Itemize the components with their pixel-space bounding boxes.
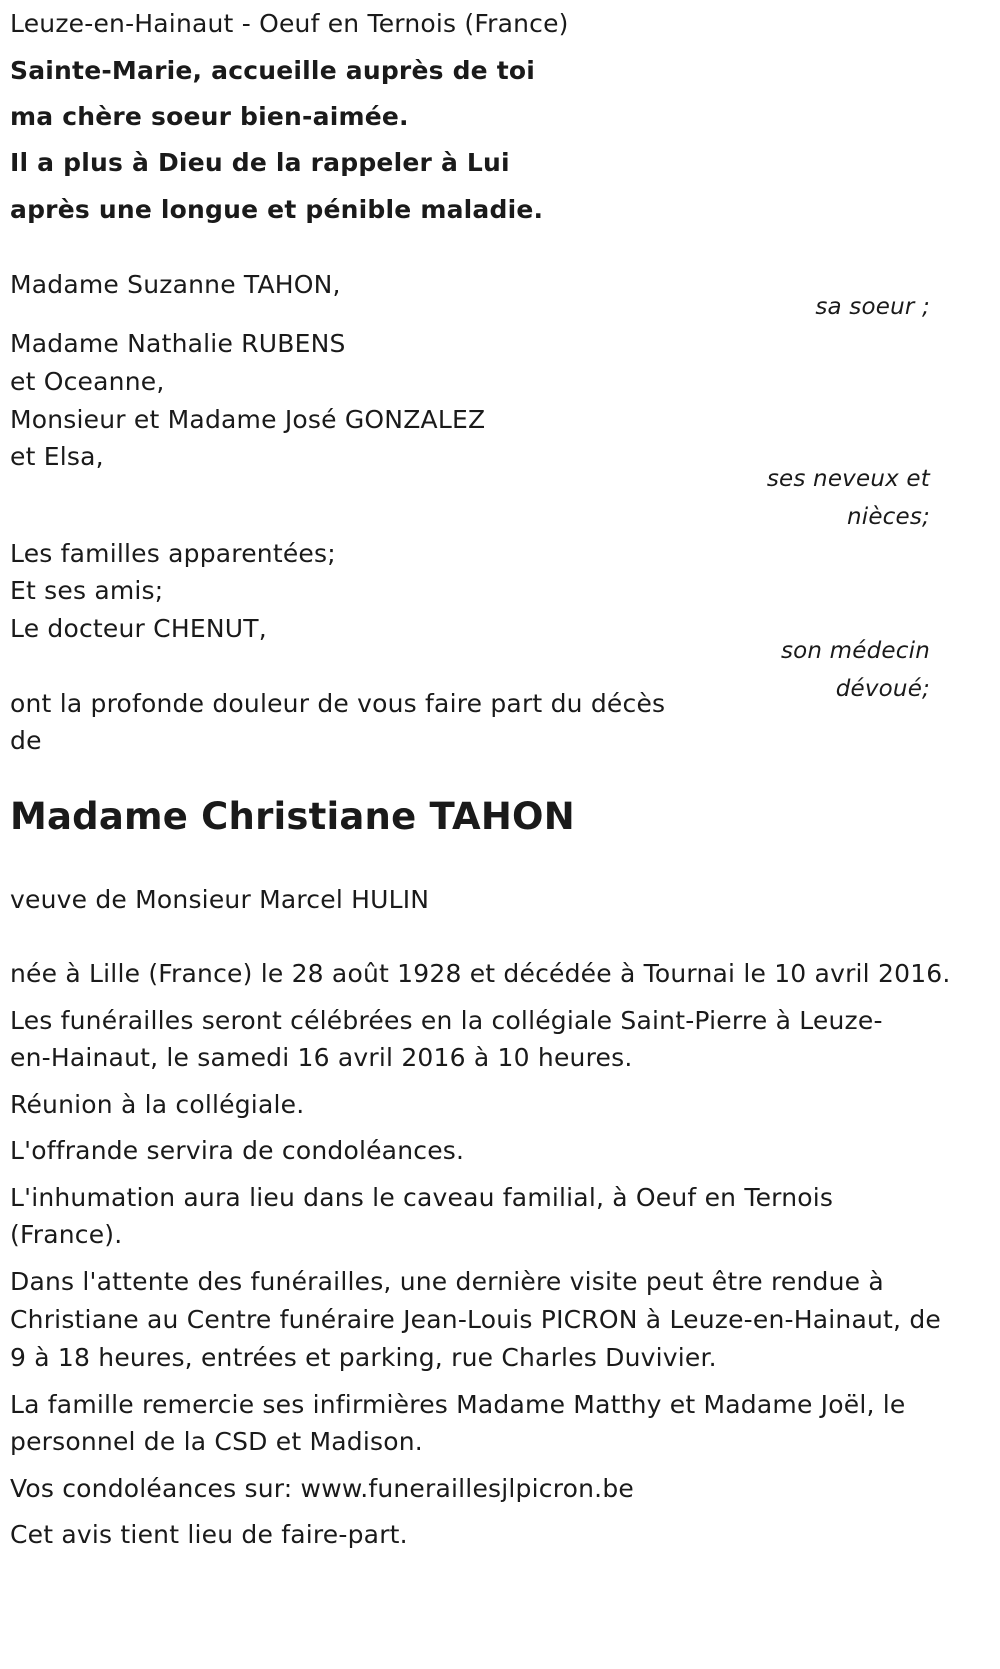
reunion-line: Réunion à la collégiale. bbox=[10, 1090, 305, 1119]
inhumation-line-1: L'inhumation aura lieu dans le caveau familial, à Oeuf en Ternois bbox=[10, 1183, 834, 1212]
visite-line-2: Christiane au Centre funéraire Jean-Louis PICRON à Leuze-en-Hainaut, de bbox=[10, 1305, 941, 1334]
widow-of: veuve de Monsieur Marcel HULIN bbox=[10, 885, 430, 914]
family-elsa: et Elsa, bbox=[10, 442, 104, 471]
announcement-line-2: de bbox=[10, 726, 42, 755]
remerciement-line-2: personnel de la CSD et Madison. bbox=[10, 1427, 423, 1456]
verse-line-2: ma chère soeur bien-aimée. bbox=[10, 102, 409, 131]
faire-part-line: Cet avis tient lieu de faire-part. bbox=[10, 1520, 408, 1549]
funeral-line-1: Les funérailles seront célébrées en la collégiale Saint-Pierre à Leuze- bbox=[10, 1006, 883, 1035]
birth-death-line: née à Lille (France) le 28 août 1928 et décédée à Tournai le 10 avril 2016. bbox=[10, 959, 951, 988]
role-soeur: sa soeur ; bbox=[815, 294, 930, 320]
family-familles: Les familles apparentées; bbox=[10, 539, 336, 568]
family-nathalie: Madame Nathalie RUBENS bbox=[10, 329, 346, 358]
role-medecin-1: son médecin bbox=[780, 638, 930, 664]
family-suzanne: Madame Suzanne TAHON, bbox=[10, 270, 341, 299]
deceased-name: Madame Christiane TAHON bbox=[10, 795, 575, 838]
verse-line-4: après une longue et pénible maladie. bbox=[10, 195, 544, 224]
family-oceanne: et Oceanne, bbox=[10, 367, 165, 396]
offrande-line: L'offrande servira de condoléances. bbox=[10, 1136, 465, 1165]
verse-line-3: Il a plus à Dieu de la rappeler à Lui bbox=[10, 148, 510, 177]
announcement-line-1: ont la profonde douleur de vous faire part du décès bbox=[10, 689, 666, 718]
funeral-line-2: en-Hainaut, le samedi 16 avril 2016 à 10 heures. bbox=[10, 1043, 633, 1072]
role-medecin-2: dévoué; bbox=[835, 676, 930, 702]
family-amis: Et ses amis; bbox=[10, 576, 164, 605]
family-docteur: Le docteur CHENUT, bbox=[10, 614, 267, 643]
role-neveux-1: ses neveux et bbox=[766, 466, 930, 492]
condoleances-line: Vos condoléances sur: www.funeraillesjlpicron.be bbox=[10, 1474, 634, 1503]
inhumation-line-2: (France). bbox=[10, 1220, 123, 1249]
verse-line-1: Sainte-Marie, accueille auprès de toi bbox=[10, 56, 536, 85]
role-neveux-2: nièces; bbox=[846, 504, 930, 530]
remerciement-line-1: La famille remercie ses infirmières Madame Matthy et Madame Joël, le bbox=[10, 1390, 906, 1419]
visite-line-1: Dans l'attente des funérailles, une dernière visite peut être rendue à bbox=[10, 1267, 884, 1296]
family-gonzalez: Monsieur et Madame José GONZALEZ bbox=[10, 405, 486, 434]
location-line: Leuze-en-Hainaut - Oeuf en Ternois (France) bbox=[10, 9, 569, 38]
visite-line-3: 9 à 18 heures, entrées et parking, rue Charles Duvivier. bbox=[10, 1343, 717, 1372]
